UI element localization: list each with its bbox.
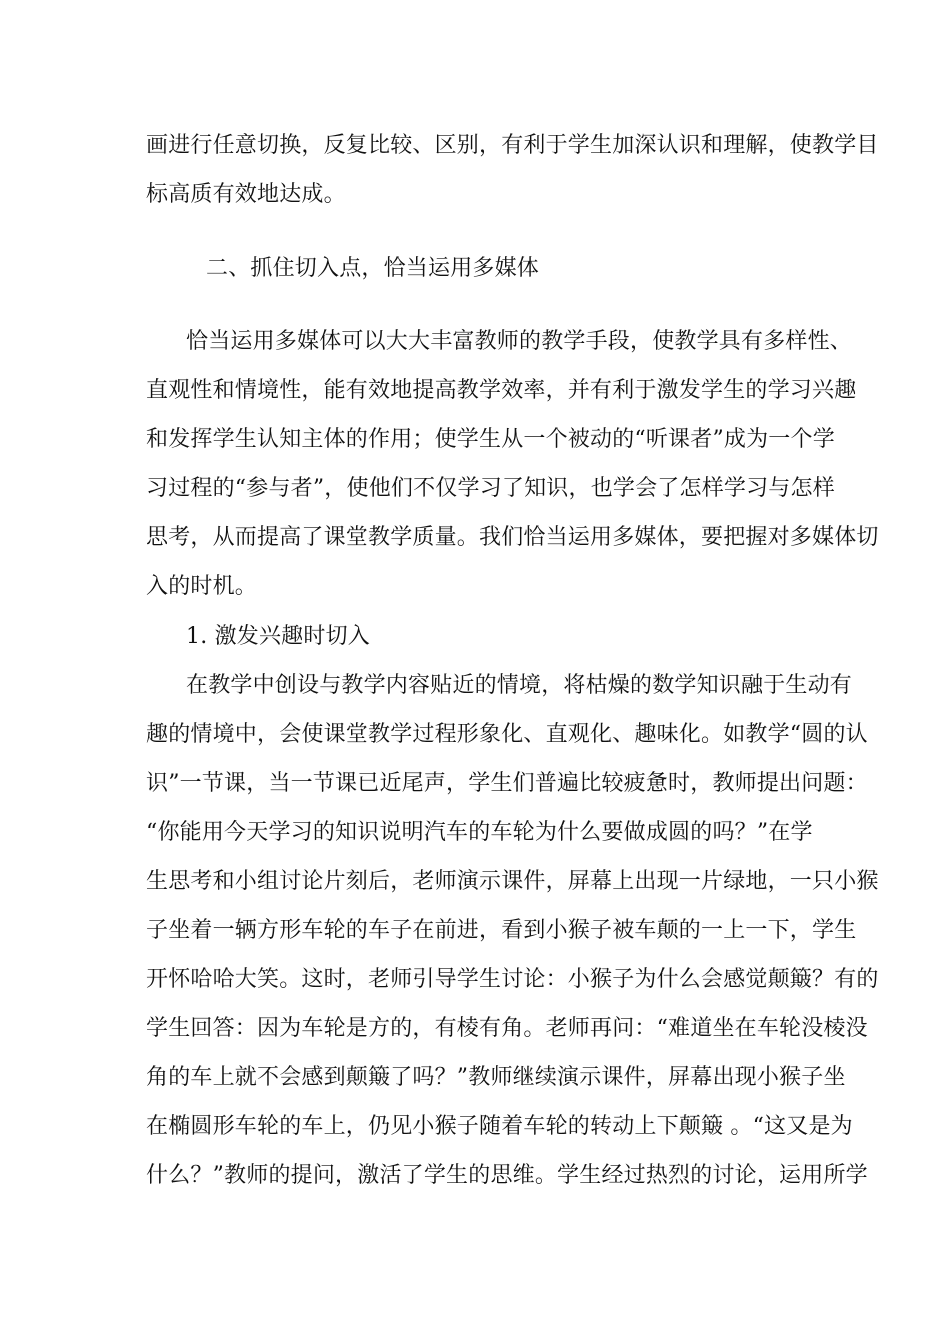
sub-paragraph-line-10: 在椭圆形车轮的车上，仍见小猴子随着车轮的转动上下颠簸 。“这又是为 <box>146 1114 853 1139</box>
sub-paragraph-line-8: 学生回答：因为车轮是方的，有棱有角。老师再问：“难道坐在车轮没棱没 <box>146 1016 868 1041</box>
subheading: 1. 激发兴趣时切入 <box>186 624 370 649</box>
sub-paragraph-line-3: 识”一节课，当一节课已近尾声，学生们普遍比较疲惫时，教师提出问题： <box>146 771 868 796</box>
section-paragraph-line-5: 思考，从而提高了课堂教学质量。我们恰当运用多媒体，要把握对多媒体切 <box>146 525 879 550</box>
sub-paragraph-line-7: 开怀哈哈大笑。这时，老师引导学生讨论：小猴子为什么会感觉颠簸？有的 <box>146 967 879 992</box>
section-paragraph-line-3: 和发挥学生认知主体的作用；使学生从一个被动的“听课者”成为一个学 <box>146 427 835 452</box>
section-paragraph-line-2: 直观性和情境性，能有效地提高教学效率，并有利于激发学生的学习兴趣 <box>146 378 857 403</box>
section-paragraph-line-1: 恰当运用多媒体可以大大丰富教师的教学手段，使教学具有多样性、 <box>186 329 853 354</box>
sub-paragraph-line-4: “你能用今天学习的知识说明汽车的车轮为什么要做成圆的吗？”在学 <box>146 820 813 845</box>
sub-paragraph-line-2: 趣的情境中，会使课堂教学过程形象化、直观化、趣味化。如教学“圆的认 <box>146 722 868 747</box>
sub-paragraph-line-9: 角的车上就不会感到颠簸了吗？”教师继续演示课件，屏幕出现小猴子坐 <box>146 1065 846 1090</box>
sub-paragraph-line-1: 在教学中创设与教学内容贴近的情境，将枯燥的数学知识融于生动有 <box>186 673 853 698</box>
section-paragraph-line-6: 入的时机。 <box>146 574 258 599</box>
section-heading: 二、抓住切入点，恰当运用多媒体 <box>206 256 540 281</box>
continuation-line-1: 画进行任意切换，反复比较、区别，有利于学生加深认识和理解，使教学目 <box>146 133 879 158</box>
sub-paragraph-line-5: 生思考和小组讨论片刻后，老师演示课件，屏幕上出现一片绿地，一只小猴 <box>146 869 879 894</box>
continuation-line-2: 标高质有效地达成。 <box>146 182 346 207</box>
section-paragraph-line-4: 习过程的“参与者”，使他们不仅学习了知识，也学会了怎样学习与怎样 <box>146 476 835 501</box>
sub-paragraph-line-11: 什么？”教师的提问，激活了学生的思维。学生经过热烈的讨论，运用所学 <box>146 1163 868 1188</box>
sub-paragraph-line-6: 子坐着一辆方形车轮的车子在前进，看到小猴子被车颠的一上一下，学生 <box>146 918 857 943</box>
